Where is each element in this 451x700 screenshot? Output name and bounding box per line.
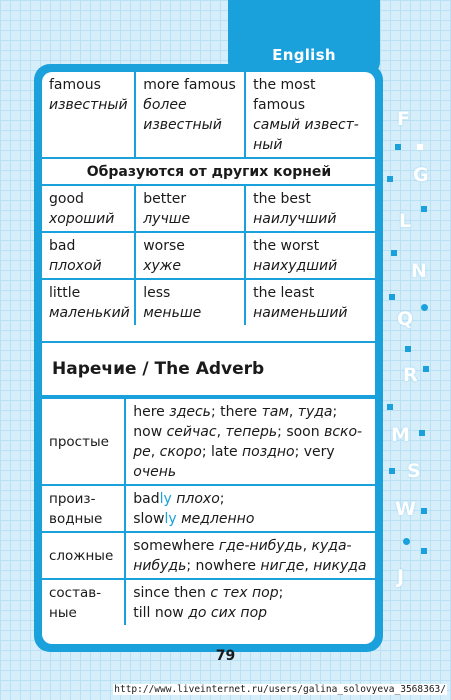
table-row bbox=[42, 532, 375, 579]
square-decoration bbox=[387, 404, 393, 410]
superlative-cell bbox=[245, 185, 375, 232]
table-row bbox=[42, 232, 375, 279]
comparative-cell bbox=[135, 232, 245, 279]
letter-decoration: R bbox=[403, 364, 418, 386]
positive-cell bbox=[42, 185, 135, 232]
square-decoration bbox=[395, 144, 401, 150]
square-decoration bbox=[417, 144, 423, 150]
word-en: the most famous bbox=[253, 77, 316, 113]
comparison-table bbox=[42, 72, 375, 325]
table-row bbox=[42, 485, 375, 532]
word-ru: наилучший bbox=[253, 211, 337, 227]
dot-decoration bbox=[421, 304, 428, 311]
word-en: the worst bbox=[253, 238, 320, 254]
superlative-cell bbox=[245, 72, 375, 158]
letter-decoration: J bbox=[397, 566, 405, 588]
adverb-examples: badly плохо; slowly медленно bbox=[125, 485, 375, 532]
section-header: Образуются от других корней bbox=[42, 158, 375, 185]
table-row bbox=[42, 72, 375, 158]
word-ru: меньше bbox=[143, 305, 202, 321]
word-en: the least bbox=[253, 285, 315, 301]
letter-decoration: F bbox=[397, 108, 410, 130]
word-ru: маленький bbox=[49, 305, 130, 321]
positive-cell bbox=[42, 232, 135, 279]
square-decoration bbox=[405, 346, 411, 352]
grammar-card bbox=[34, 64, 383, 652]
square-decoration bbox=[387, 176, 393, 182]
word-en: better bbox=[143, 191, 187, 207]
language-tab-label: English bbox=[272, 46, 336, 64]
square-decoration bbox=[391, 250, 397, 256]
adverb-examples: since then с тех пор; till now до сих пор bbox=[125, 579, 375, 625]
word-ru: наихудший bbox=[253, 258, 338, 274]
word-en: the best bbox=[253, 191, 311, 207]
letter-decoration: S bbox=[407, 460, 421, 482]
adverb-examples: somewhere где-нибудь, куда-нибудь; nowhere нигде, никуда bbox=[125, 532, 375, 579]
table-row bbox=[42, 579, 375, 625]
adverb-section-title: Наречие / The Adverb bbox=[42, 341, 375, 397]
square-decoration bbox=[421, 206, 427, 212]
square-decoration bbox=[421, 548, 427, 554]
letter-decoration: L bbox=[399, 210, 412, 232]
superlative-cell bbox=[245, 279, 375, 325]
section-header-row bbox=[42, 158, 375, 185]
letter-decoration: G bbox=[413, 164, 429, 186]
adverb-type-label: простые bbox=[42, 398, 125, 485]
adverb-type-label: произ-водные bbox=[42, 485, 125, 532]
letter-decoration: N bbox=[411, 260, 427, 282]
positive-cell bbox=[42, 72, 135, 158]
word-ru: самый извест-ный bbox=[253, 117, 359, 153]
grammar-card-inner bbox=[42, 72, 375, 644]
source-url: http://www.liveinternet.ru/users/galina_solovyeva_3568363/ bbox=[114, 684, 446, 695]
word-ru: хороший bbox=[49, 211, 115, 227]
page-number: 79 bbox=[215, 648, 236, 664]
square-decoration bbox=[389, 294, 395, 300]
adverb-type-label: состав-ные bbox=[42, 579, 125, 625]
adverb-examples: here здесь; there там, туда; now сейчас, теперь; soon вско-ре, скоро; late поздно; very очень bbox=[125, 398, 375, 485]
letter-decoration: W bbox=[395, 498, 416, 520]
comparative-cell bbox=[135, 279, 245, 325]
square-decoration bbox=[423, 366, 429, 372]
word-ru: более известный bbox=[143, 97, 222, 133]
table-row bbox=[42, 279, 375, 325]
word-en: bad bbox=[49, 238, 76, 254]
word-ru: известный bbox=[49, 97, 128, 113]
superlative-cell bbox=[245, 232, 375, 279]
word-en: less bbox=[143, 285, 171, 301]
word-ru: плохой bbox=[49, 258, 102, 274]
word-en: little bbox=[49, 285, 81, 301]
adverb-table bbox=[42, 397, 375, 625]
word-en: famous bbox=[49, 77, 101, 93]
letter-decoration: Q bbox=[397, 308, 414, 330]
square-decoration bbox=[421, 508, 427, 514]
word-ru: лучше bbox=[143, 211, 191, 227]
positive-cell bbox=[42, 279, 135, 325]
square-decoration bbox=[419, 430, 425, 436]
table-row bbox=[42, 185, 375, 232]
word-en: worse bbox=[143, 238, 185, 254]
square-decoration bbox=[389, 468, 395, 474]
comparative-cell bbox=[135, 72, 245, 158]
table-row bbox=[42, 398, 375, 485]
comparative-cell bbox=[135, 185, 245, 232]
word-en: good bbox=[49, 191, 84, 207]
word-ru: наименьший bbox=[253, 305, 348, 321]
adverb-type-label: сложные bbox=[42, 532, 125, 579]
word-en: more famous bbox=[143, 77, 236, 93]
dot-decoration bbox=[403, 538, 410, 545]
word-ru: хуже bbox=[143, 258, 182, 274]
letter-decoration: M bbox=[391, 424, 410, 446]
